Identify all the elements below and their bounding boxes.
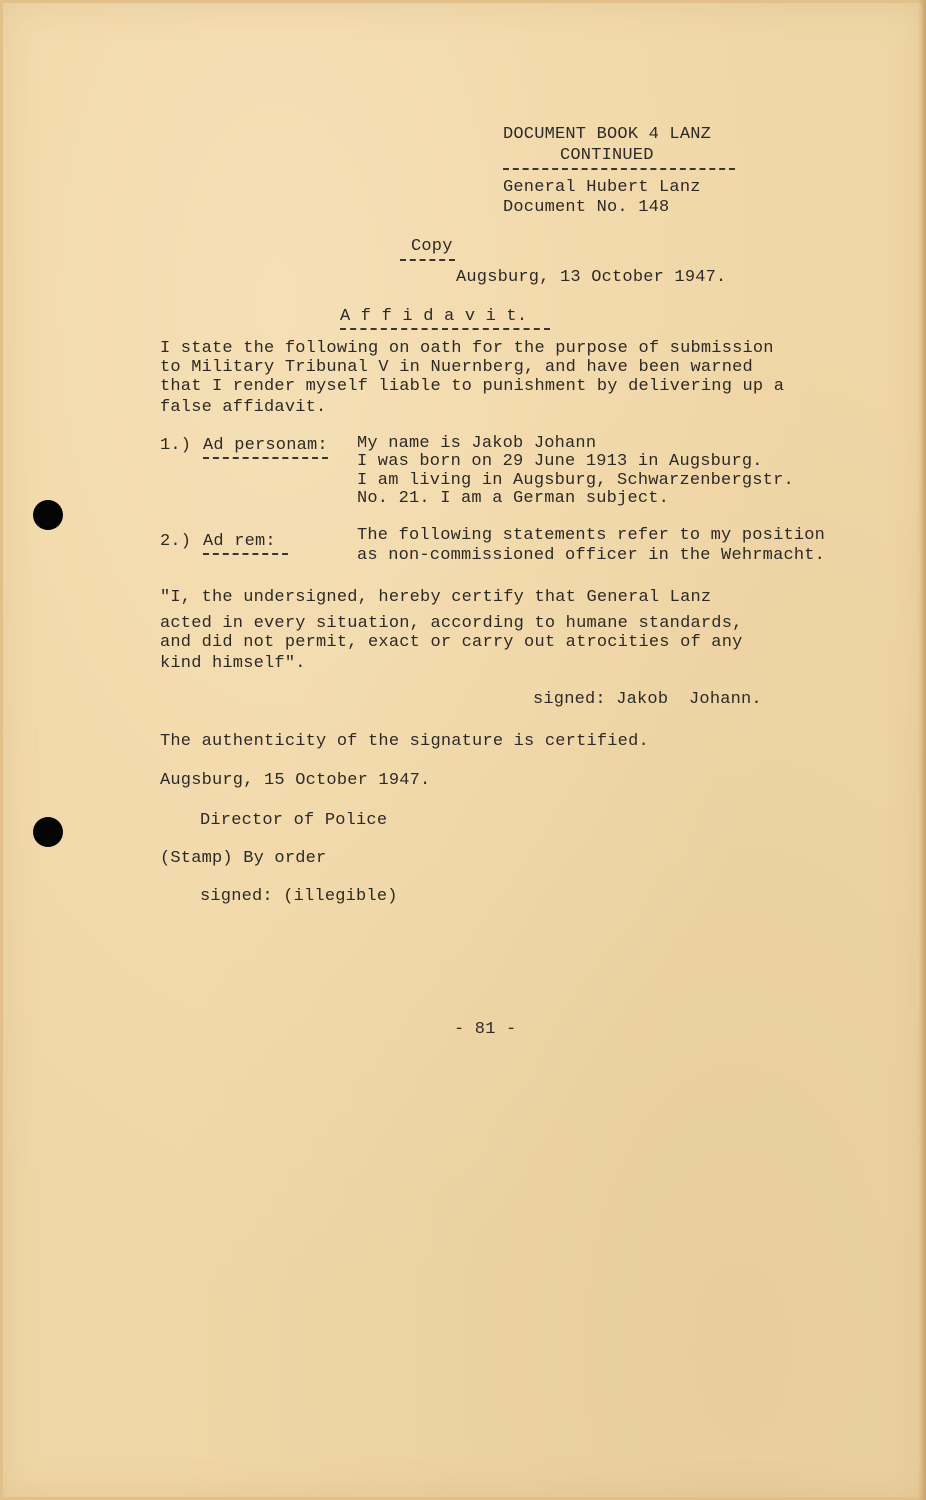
stamp: (Stamp) By order [160,849,327,868]
section-line: The following statements refer to my position [357,526,826,545]
section-line: My name is Jakob Johann [357,434,597,453]
intro-line: false affidavit. [160,398,327,417]
quote-line: "I, the undersigned, hereby certify that General Lanz [160,588,712,607]
section-line: I am living in Augsburg, Schwarzenbergstr. [357,471,794,490]
section-line: No. 21. I am a German subject. [357,489,670,508]
section-number: 1.) [160,436,192,455]
place-date: Augsburg, 13 October 1947. [456,268,727,287]
intro-line: I state the following on oath for the purpose of submission [160,339,774,358]
intro-line: that I render myself liable to punishment by delivering up a [160,377,785,396]
quote-line: acted in every situation, according to humane standards, [160,614,743,633]
copy-underline [400,259,455,261]
document-title: A f f i d a v i t. [340,307,528,326]
paper-edge [918,0,926,1500]
header-book-title: DOCUMENT BOOK 4 LANZ [503,125,712,144]
certification-date: Augsburg, 15 October 1947. [160,771,431,790]
section-line: I was born on 29 June 1913 in Augsburg. [357,452,763,471]
header-continued: CONTINUED [560,146,654,165]
section-label: Ad personam: [203,436,328,455]
header-document-no: Document No. 148 [503,198,670,217]
title-underline [340,328,550,330]
header-rule [503,168,735,170]
signed-illegible: signed: (illegible) [200,887,398,906]
page-number: - 81 - [454,1020,517,1039]
director: Director of Police [200,811,388,830]
section-label-underline [203,457,328,459]
header-general: General Hubert Lanz [503,178,701,197]
section-line: as non-commissioned officer in the Wehrmacht. [357,546,826,565]
quote-line: kind himself". [160,654,306,673]
quote-line: and did not permit, exact or carry out atrocities of any [160,633,743,652]
section-label: Ad rem: [203,532,276,551]
certification: The authenticity of the signature is certified. [160,732,649,751]
signature: signed: Jakob Johann. [533,690,762,709]
section-number: 2.) [160,532,192,551]
punch-hole-bottom [33,817,63,847]
section-label-underline [203,553,288,555]
copy-label: Copy [411,237,453,256]
intro-line: to Military Tribunal V in Nuernberg, and have been warned [160,358,753,377]
punch-hole-top [33,500,63,530]
